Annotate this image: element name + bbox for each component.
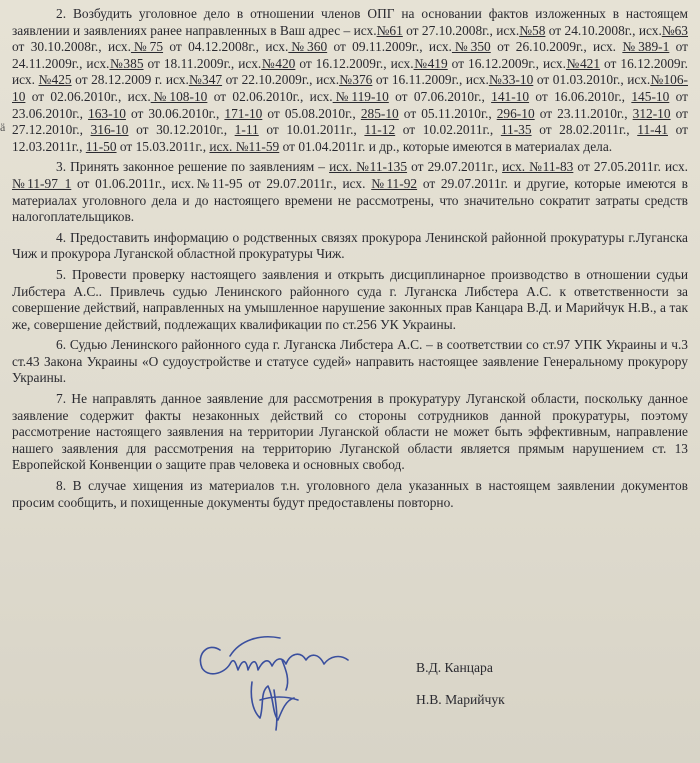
document-reference: №58 — [519, 22, 546, 38]
paragraph-text: от 10.02.2011г., — [395, 122, 501, 138]
document-reference: №421 — [565, 55, 601, 71]
paragraph-text: от 10.01.2011г., — [258, 122, 365, 138]
paragraph-text: от 24.10.2008г., исх. — [545, 22, 662, 38]
document-reference: 11-35 — [500, 122, 532, 138]
paragraph-text: от 30.06.2010г., — [125, 105, 225, 121]
paragraph-4 — [12, 230, 688, 263]
paragraph-text: от 23.11.2010г., — [534, 105, 633, 121]
paragraph-2 — [12, 6, 688, 155]
paragraph-6 — [12, 337, 688, 387]
document-body — [12, 6, 688, 511]
document-reference: №11-92 — [371, 175, 418, 191]
document-reference: 141-10 — [491, 88, 530, 104]
paragraph-text: от 16.11.2009г., исх. — [372, 72, 489, 88]
paragraph-7 — [12, 391, 688, 474]
paragraph-text: 4. Предоставить информацию о родственных связях прокурора Ленинской районной прокуратуры г.Луганска Чиж и прокурора Луганской областной прокуратуры Чиж. — [12, 229, 688, 262]
document-reference: №106-10 — [12, 72, 688, 104]
paragraph-text: от 04.12.2008г., исх. — [163, 39, 289, 55]
paragraph-text: от 27.12.2010г., — [12, 105, 688, 138]
paragraph-text: от 05.11.2010г., — [398, 105, 497, 121]
document-reference: №385 — [109, 55, 144, 71]
document-reference: 1-11 — [234, 122, 259, 138]
document-reference: №75 — [130, 39, 164, 55]
paragraph-text: от 27.05.2011г. исх. — [573, 159, 688, 175]
document-reference: исх. №11-59 — [209, 138, 280, 154]
paragraph-text: от 02.06.2010г., исх. — [207, 88, 333, 104]
document-reference: 11-41 — [637, 122, 668, 138]
paragraph-text: от 16.12.2009г., исх. — [295, 55, 414, 71]
paragraph-text: от 16.06.2010г., — [529, 88, 632, 104]
paragraph-text: 3. Принять законное решение по заявлениям – — [56, 159, 330, 175]
paragraph-text: 5. Провести проверку настоящего заявления и открыть дисциплинарное производство в отношении судьи Либстера А.С.. Привлечь судью Ленинского районного суда г. Луганска Либстера А.С. к ответственности за совершение действий, направленных на умышленное нарушение законных прав Канцара В.Д. и Марийчук Н.В., а так же, совершение действий, подлежащих квалификации по ст.256 УК Украины. — [12, 266, 688, 332]
document-reference: №360 — [288, 39, 328, 55]
document-reference: 312-10 — [632, 105, 671, 121]
document-reference: №108-10 — [150, 88, 208, 104]
document-reference: №61 — [376, 22, 403, 38]
paragraph-text: от 29.07.2011г. и другие, которые имеются в материалах уголовного дела и до настоящего времени не рассмотрены, что значительно сократит затраты средств налогоплательщиков. — [12, 175, 688, 225]
paragraph-text: от 28.12.2009 г. исх. — [71, 72, 189, 88]
document-reference: 316-10 — [90, 122, 129, 138]
paragraph-text: от 16.12.2009г., исх. — [447, 55, 566, 71]
paragraph-text: 6. Судью Ленинского районного суда г. Луганска Либстера А.С. – в соответствии со ст.97 УПК Украины и ч.3 ст.43 Закона Украины «О судоустройстве и статусе судей» направить настоящее заявление Генеральному прокурору Украины. — [12, 337, 688, 386]
paragraph-text: от 27.10.2008г., исх. — [402, 22, 520, 38]
document-reference: №376 — [339, 72, 373, 88]
paragraph-text: от 01.06.2011г., исх.№11-95 от 29.07.2011г., исх. — [71, 175, 372, 191]
signature-block — [0, 620, 700, 750]
document-reference: №33-10 — [488, 72, 534, 88]
paragraph-text: от 12.03.2011г., — [12, 122, 688, 154]
document-reference: №11-97_1 — [12, 175, 72, 191]
paragraph-text: от 30.12.2010г., — [128, 122, 235, 138]
document-reference: 285-10 — [360, 105, 399, 121]
paragraph-text: 7. Не направлять данное заявление для рассмотрения в прокуратуру Луганской области, поскольку данное заявление содержит факты незаконных действий со стороны сотрудников данной прокуратуры, поэтому рассмотрение настоящего заявления на территории Луганской области не может быть эффективным, направление нашего заявления для рассмотрения на территорию Луганской области является прямым нарушением ст. 13 Европейской Конвенции о защите прав человека и основных свобод. — [12, 391, 688, 473]
document-reference: №63 — [661, 22, 689, 38]
paragraph-text: от 18.11.2009г., исх. — [143, 55, 262, 71]
paragraph-text: от 30.10.2008г., исх. — [12, 39, 131, 55]
document-reference: №347 — [188, 72, 223, 88]
paragraph-text: от 15.03.2011г., — [116, 138, 210, 154]
paragraph-text: от 22.10.2009г., исх. — [222, 72, 340, 88]
document-reference: 171-10 — [224, 105, 263, 121]
paragraph-text: от 09.11.2009г., исх. — [327, 39, 452, 55]
margin-mark: ä — [0, 120, 6, 134]
document-reference: №119-10 — [332, 88, 389, 104]
paragraph-8 — [12, 478, 688, 511]
paragraph-text: от 01.04.2011г. и др., которые имеются в материалах дела. — [279, 138, 613, 154]
paragraph-text: от 07.06.2010г., — [388, 88, 492, 104]
document-reference: 11-50 — [85, 138, 117, 154]
handwritten-signatures — [190, 620, 370, 740]
signatory-name-mariychuk: Н.В. Марийчук — [416, 692, 505, 707]
paragraph-text: от 16.12.2009г. исх. — [12, 55, 688, 88]
document-reference: исх. №11-135 — [329, 159, 408, 175]
document-reference: 145-10 — [631, 88, 670, 104]
document-reference: №419 — [413, 55, 448, 71]
paragraph-text: от 02.06.2010г., исх. — [25, 88, 151, 104]
paragraph-text: от 23.06.2010г., — [12, 88, 688, 121]
paragraph-text: от 01.03.2010г., исх. — [533, 72, 651, 88]
document-reference: 296-10 — [496, 105, 535, 121]
document-reference: исх. №11-83 — [502, 159, 574, 175]
paragraph-text: 2. Возбудить уголовное дело в отношении членов ОПГ на основании фактов изложенных в настоящем заявлении и заявлениях ранее направленных в Ваш адрес – исх. — [12, 6, 688, 38]
paragraph-text: от 24.11.2009г., исх. — [12, 39, 689, 71]
document-reference: 163-10 — [88, 105, 126, 121]
paragraph-text: от 28.02.2011г., — [531, 122, 638, 138]
paragraph-5 — [12, 267, 688, 333]
paragraph-3 — [12, 159, 688, 225]
paragraph-text: от 05.08.2010г., — [262, 105, 361, 121]
signatory-name-kantsara: В.Д. Канцара — [416, 660, 493, 675]
paragraph-text: 8. В случае хищения из материалов т.н. уголовного дела указанных в настоящем заявлении документов просим сообщить, и похищенные документы будут предоставлены повторно. — [12, 478, 688, 510]
document-reference: №425 — [38, 72, 72, 88]
document-reference: №420 — [261, 55, 296, 71]
paragraph-text: от 26.10.2009г., исх. — [490, 39, 623, 55]
document-reference: №350 — [451, 39, 491, 55]
paragraph-text: от 29.07.2011г., — [407, 159, 503, 175]
document-reference: 11-12 — [364, 122, 396, 138]
document-reference: №389-1 — [622, 39, 670, 55]
